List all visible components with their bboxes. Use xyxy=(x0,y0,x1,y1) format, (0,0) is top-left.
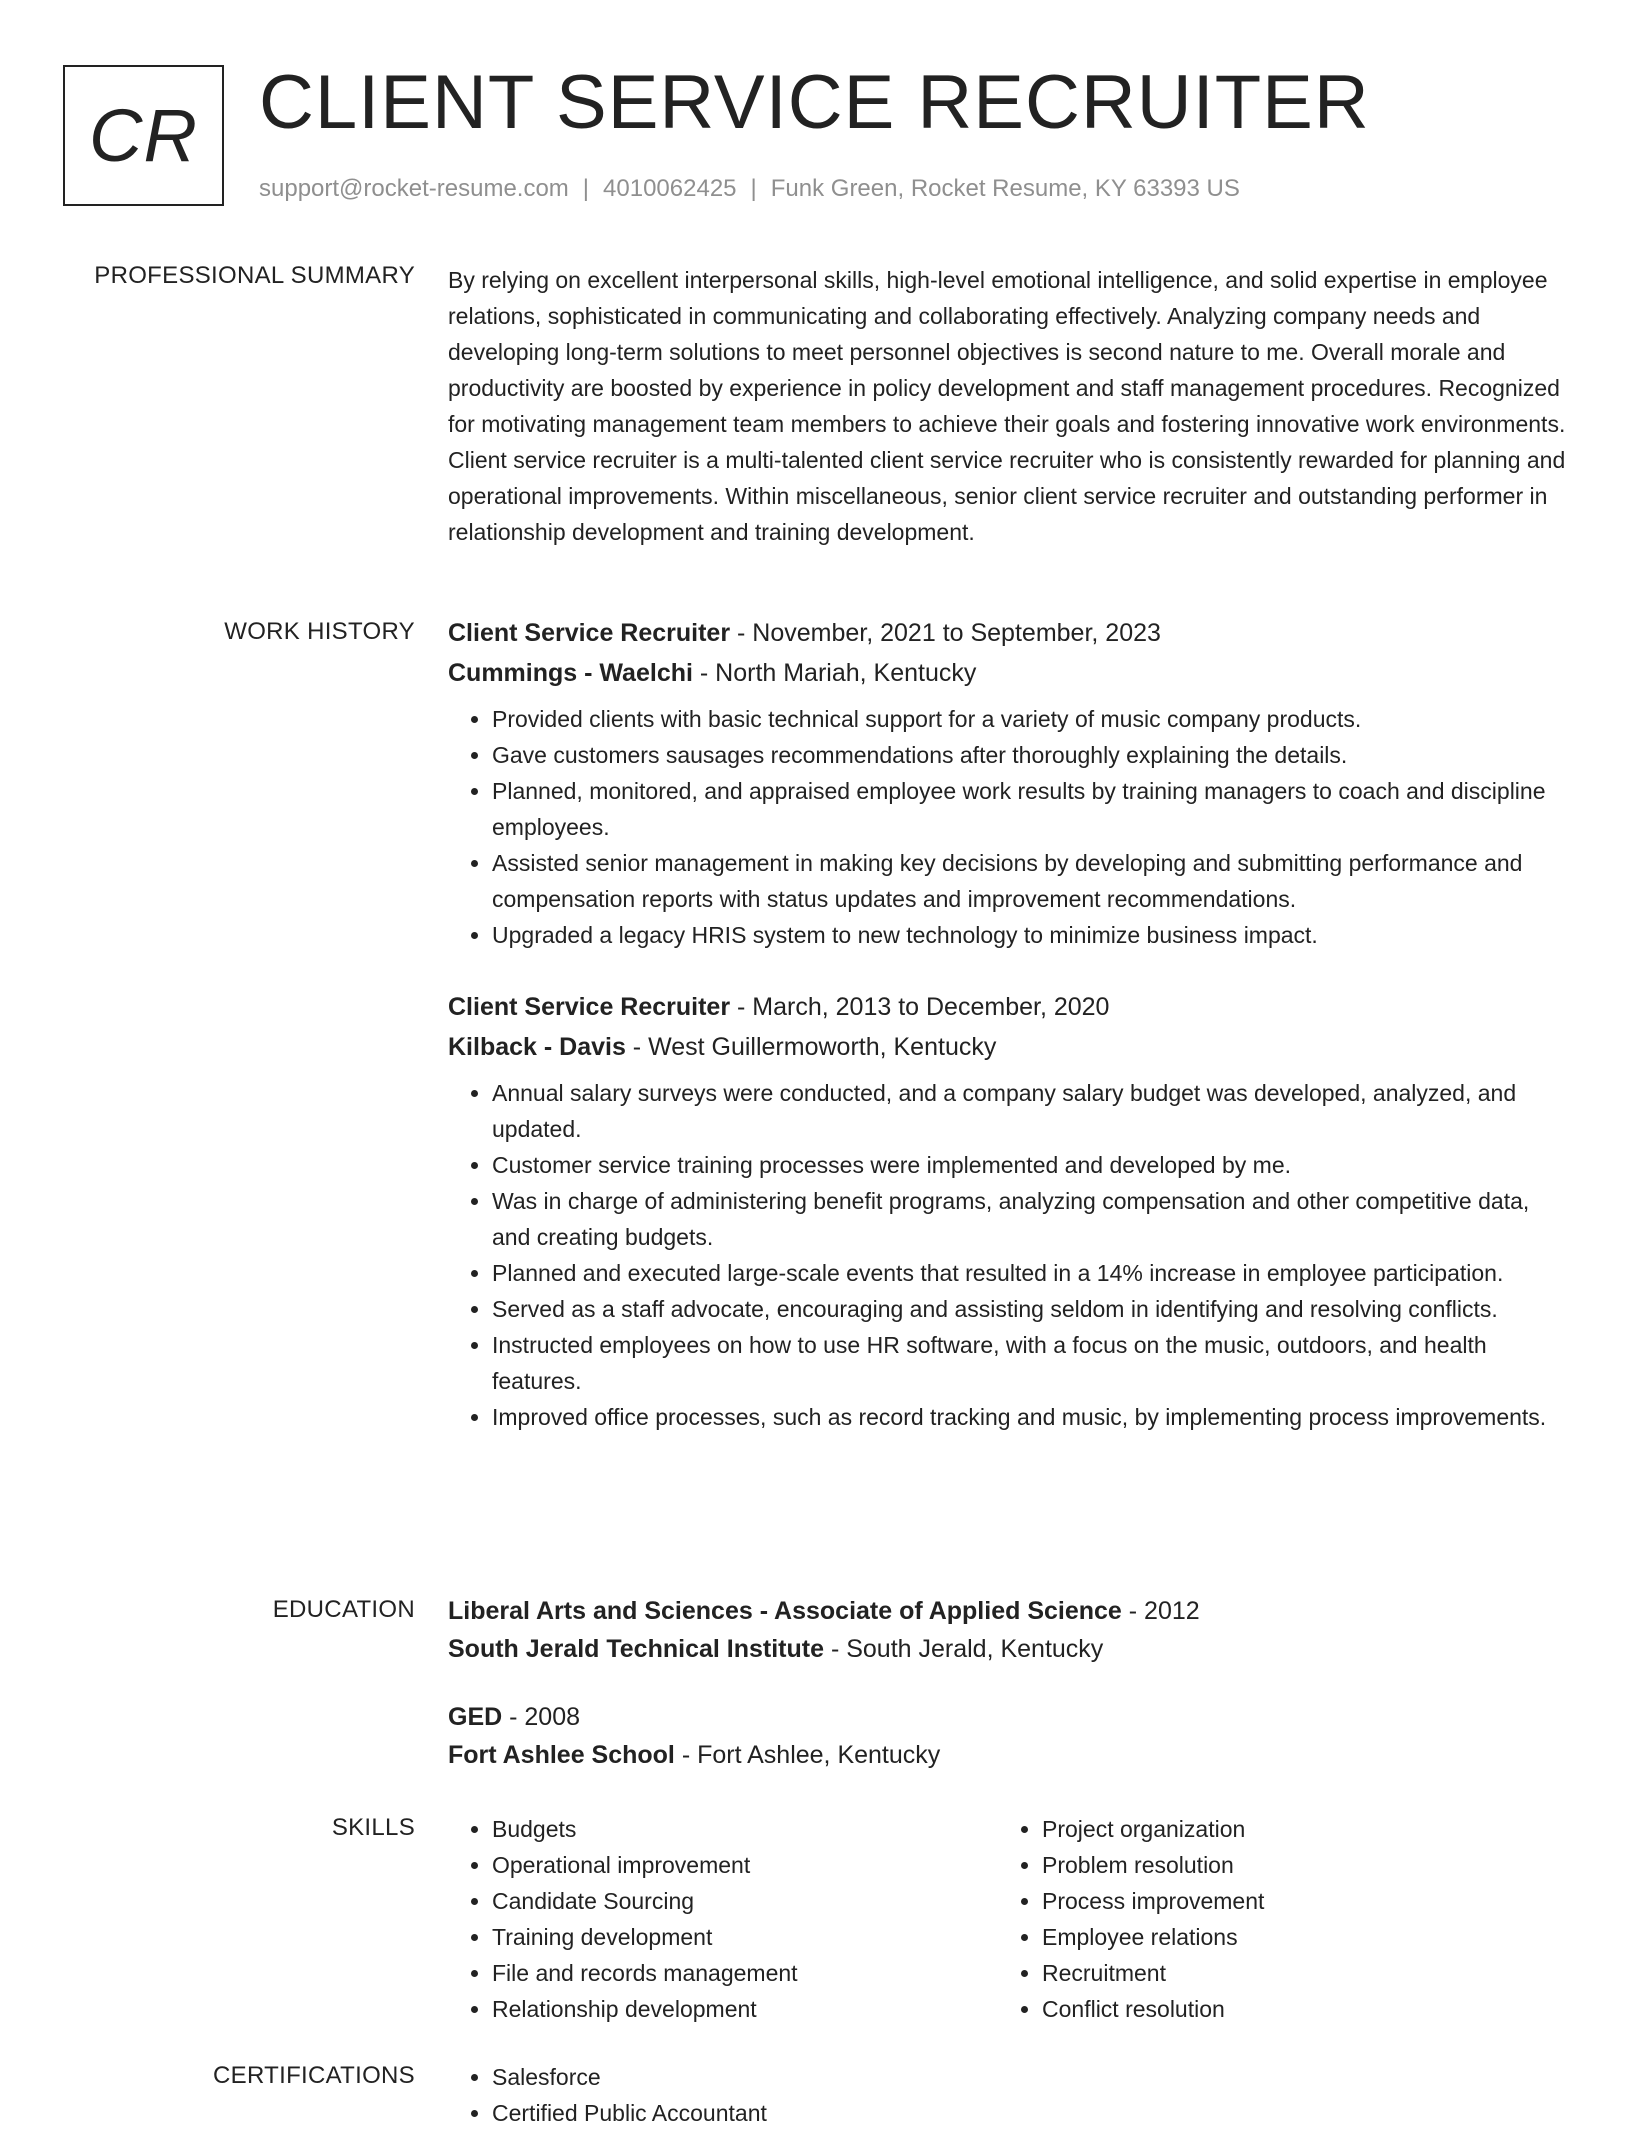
job-bullet: • Planned and executed large-scale events that resulted in a 14% increase in employee participation. xyxy=(492,1255,1573,1291)
job-bullet: • Upgraded a legacy HRIS system to new technology to minimize business impact. xyxy=(492,917,1573,953)
certifications-list-wrap xyxy=(448,2059,1573,2131)
work-history-list xyxy=(448,613,1573,1469)
skill-item: • Budgets xyxy=(492,1811,998,1847)
education-year: - 2008 xyxy=(502,1703,581,1731)
education-entry xyxy=(448,1698,1573,1774)
education-location: - South Jerald, Kentucky xyxy=(824,1635,1104,1663)
skill-item: • Training development xyxy=(492,1919,998,1955)
skill-item: • Project organization xyxy=(1042,1811,1548,1847)
job-title: Client Service Recruiter xyxy=(448,619,731,647)
resume-header xyxy=(63,60,1563,210)
job-location: - North Mariah, Kentucky xyxy=(692,659,977,687)
contact-address: Funk Green, Rocket Resume, KY 63393 US xyxy=(770,175,1240,202)
job-bullets xyxy=(448,701,1573,953)
job-title-line xyxy=(448,987,1573,1027)
education-school-line xyxy=(448,1630,1573,1668)
section-label-skills: SKILLS xyxy=(331,1814,415,1841)
education-degree-line xyxy=(448,1698,1573,1736)
skills-list-left xyxy=(448,1811,998,2027)
education-year: - 2012 xyxy=(1121,1597,1200,1625)
section-label-certifications: CERTIFICATIONS xyxy=(213,2062,415,2089)
job-bullet: • Assisted senior management in making key decisions by developing and submitting performance and compensation reports with status updates and improvement recommendations. xyxy=(492,845,1573,917)
skill-item: • Problem resolution xyxy=(1042,1847,1548,1883)
skill-item: • Conflict resolution xyxy=(1042,1991,1548,2027)
contact-phone: 4010062425 xyxy=(603,175,737,202)
job-company-line xyxy=(448,653,1573,693)
job-bullet: • Improved office processes, such as record tracking and music, by implementing process improvements. xyxy=(492,1399,1573,1435)
education-entry xyxy=(448,1592,1573,1668)
section-label-education: EDUCATION xyxy=(272,1596,415,1623)
skill-item: • Relationship development xyxy=(492,1991,998,2027)
certification-item: • Certified Public Accountant xyxy=(492,2095,998,2131)
certifications-list xyxy=(448,2059,998,2131)
skills-list-right xyxy=(998,1811,1548,2027)
certification-item: • Salesforce xyxy=(492,2059,998,2095)
education-degree-line xyxy=(448,1592,1573,1630)
job-bullet: • Planned, monitored, and appraised employee work results by training managers to coach and discipline employees. xyxy=(492,773,1573,845)
job-location: - West Guillermoworth, Kentucky xyxy=(625,1033,997,1061)
contact-separator: | xyxy=(582,175,590,202)
job-bullet: • Customer service training processes were implemented and developed by me. xyxy=(492,1147,1573,1183)
job-title-line xyxy=(448,613,1573,653)
skill-item: • Candidate Sourcing xyxy=(492,1883,998,1919)
summary-text: By relying on excellent interpersonal skills, high-level emotional intelligence, and solid expertise in employee relations, sophisticated in communicating and collaborating effectively. Analyzing company needs and developing long-term solutions to meet personnel objectives is second nature to me. Overall morale and productivity are boosted by experience in policy development and staff management procedures. Recognized for motivating management team members to achieve their goals and fostering innovative work environments. Client service recruiter is a multi-talented client service recruiter who is consistently rewarded for planning and operational improvements. Within miscellaneous, senior client service recruiter and outstanding performer in relationship development and training development. xyxy=(448,267,1566,545)
job-bullets xyxy=(448,1075,1573,1435)
job-bullet: • Annual salary surveys were conducted, and a company salary budget was developed, analyzed, and updated. xyxy=(492,1075,1573,1147)
candidate-name: CLIENT SERVICE RECRUITER xyxy=(259,60,1370,145)
job-company: Cummings - Waelchi xyxy=(448,659,693,687)
job-bullet: • Was in charge of administering benefit programs, analyzing compensation and other competitive data, and creating budgets. xyxy=(492,1183,1573,1255)
skill-item: • Recruitment xyxy=(1042,1955,1548,1991)
contact-email: support@rocket-resume.com xyxy=(259,175,569,202)
skill-item: • File and records management xyxy=(492,1955,998,1991)
job-bullet: • Provided clients with basic technical support for a variety of music company products. xyxy=(492,701,1573,737)
education-degree: Liberal Arts and Sciences - Associate of Applied Science xyxy=(448,1597,1122,1625)
skill-item: • Process improvement xyxy=(1042,1883,1548,1919)
education-school: South Jerald Technical Institute xyxy=(448,1635,824,1663)
skill-item: • Employee relations xyxy=(1042,1919,1548,1955)
job-entry xyxy=(448,987,1573,1435)
job-entry xyxy=(448,613,1573,953)
job-company-line xyxy=(448,1027,1573,1067)
education-school-line xyxy=(448,1736,1573,1774)
monogram-badge: CR xyxy=(63,65,224,206)
job-bullet: • Instructed employees on how to use HR software, with a focus on the music, outdoors, and health features. xyxy=(492,1327,1573,1399)
job-bullet: • Served as a staff advocate, encouraging and assisting seldom in identifying and resolving conflicts. xyxy=(492,1291,1573,1327)
education-location: - Fort Ashlee, Kentucky xyxy=(674,1741,941,1769)
skill-item: • Operational improvement xyxy=(492,1847,998,1883)
education-school: Fort Ashlee School xyxy=(448,1741,675,1769)
education-list xyxy=(448,1592,1573,1804)
skills-columns xyxy=(448,1811,1573,2027)
job-bullet: • Gave customers sausages recommendations after thoroughly explaining the details. xyxy=(492,737,1573,773)
job-dates: - November, 2021 to September, 2023 xyxy=(730,619,1161,647)
contact-separator: | xyxy=(750,175,757,202)
contact-line xyxy=(259,175,1240,203)
education-degree: GED xyxy=(448,1703,503,1731)
job-title: Client Service Recruiter xyxy=(448,993,731,1021)
section-label-work-history: WORK HISTORY xyxy=(224,618,415,645)
section-label-summary: PROFESSIONAL SUMMARY xyxy=(94,262,415,289)
job-dates: - March, 2013 to December, 2020 xyxy=(730,993,1110,1021)
job-company: Kilback - Davis xyxy=(448,1033,626,1061)
